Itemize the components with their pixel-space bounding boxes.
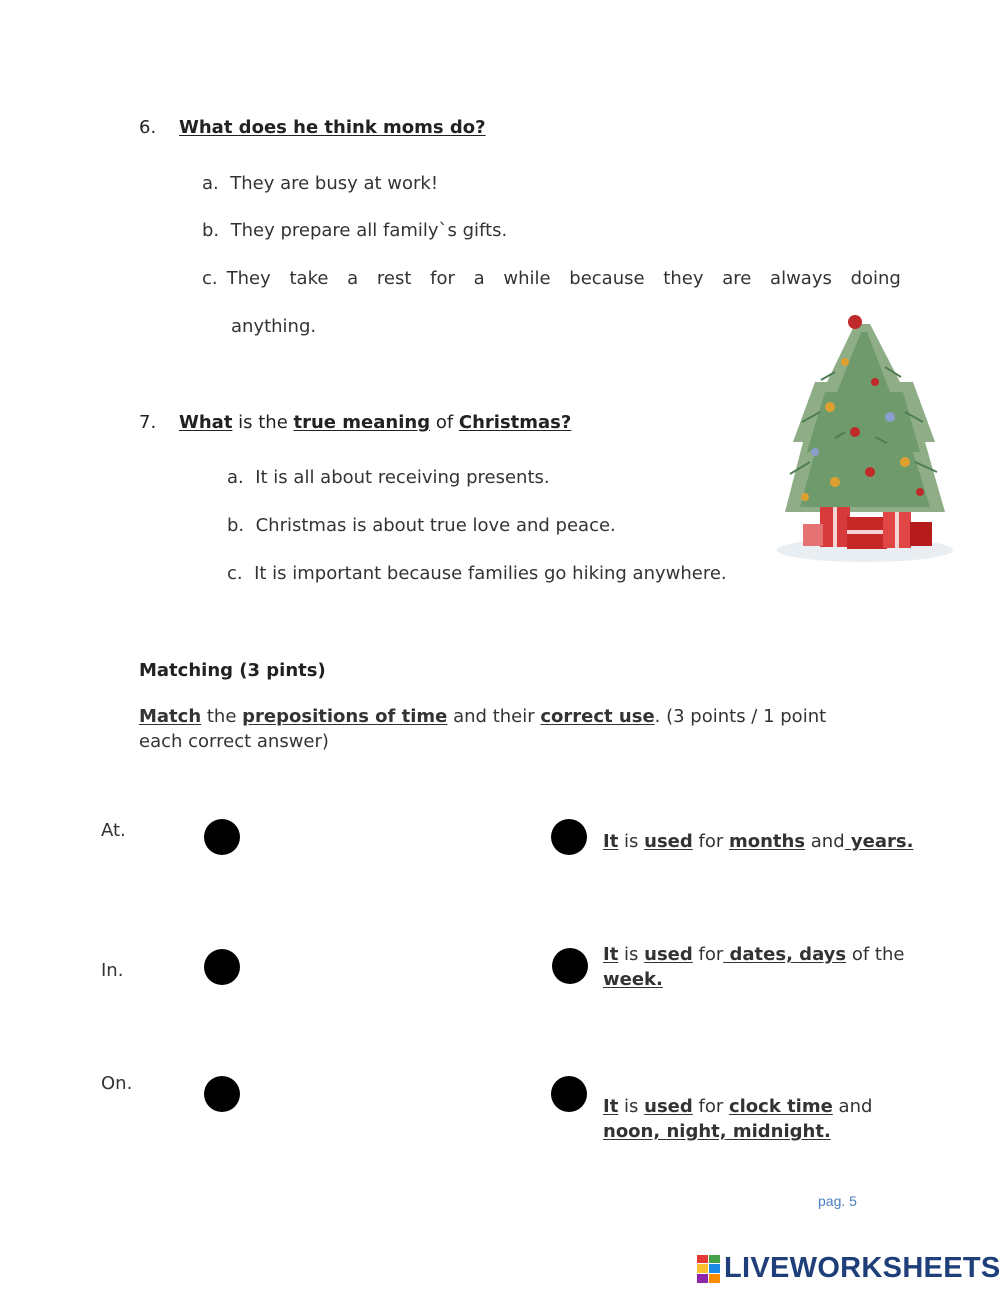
- desc-part: years.: [844, 831, 914, 852]
- match-left-label-in: In.: [101, 960, 124, 981]
- desc-part: dates, days: [723, 944, 847, 965]
- question-7-title-part: is the: [232, 412, 294, 433]
- match-right-description: [603, 942, 904, 992]
- option-letter: a.: [227, 467, 244, 488]
- question-7-title-part: of: [430, 412, 459, 433]
- desc-part: for: [692, 944, 724, 965]
- option-letter: c.: [227, 563, 243, 584]
- match-left-dot[interactable]: [204, 1076, 240, 1112]
- desc-part: clock time: [728, 1096, 833, 1117]
- instruction-part: . (3 points / 1 point: [654, 706, 827, 727]
- matching-heading-text: Matching (3 pints): [139, 660, 326, 681]
- option-letter: c.: [202, 268, 218, 289]
- option-letter: b.: [202, 220, 220, 241]
- desc-part: It: [603, 831, 619, 852]
- tree-body: [785, 324, 945, 512]
- question-6-option-c-continued: anything.: [231, 316, 317, 337]
- match-left-label-at: At.: [101, 820, 126, 841]
- question-7-title: [179, 412, 571, 433]
- desc-part: and: [805, 831, 845, 852]
- desc-part: is: [618, 1096, 645, 1117]
- question-7-title-part: true meaning: [293, 412, 431, 433]
- match-left-dot[interactable]: [204, 819, 240, 855]
- desc-part: used: [644, 944, 693, 965]
- desc-part: for: [692, 831, 729, 852]
- match-right-dot[interactable]: [552, 948, 588, 984]
- liveworksheets-logo[interactable]: [697, 1252, 1000, 1285]
- instruction-part: Match: [139, 706, 202, 727]
- question-6-title: [179, 117, 486, 138]
- option-letter: a.: [202, 173, 219, 194]
- option-text: They prepare all family`s gifts.: [230, 220, 508, 241]
- instruction-part: and their: [447, 706, 541, 727]
- matching-instruction-line2: each correct answer): [139, 731, 329, 752]
- match-right-dot[interactable]: [551, 1076, 587, 1112]
- desc-part: week.: [603, 969, 663, 990]
- option-text: They are busy at work!: [230, 173, 439, 194]
- instruction-part: the: [201, 706, 243, 727]
- page-number: pag. 5: [818, 1193, 857, 1209]
- matching-heading: [139, 660, 326, 681]
- liveworksheets-logo-text: LIVEWORKSHEETS: [724, 1252, 1000, 1284]
- question-7-option-b: [227, 515, 616, 536]
- question-7-title-part: What: [179, 412, 233, 433]
- desc-part: used: [644, 831, 693, 852]
- desc-part: It: [603, 944, 619, 965]
- desc-part: noon, night, midnight.: [603, 1121, 831, 1142]
- desc-part: is: [618, 944, 645, 965]
- instruction-part: correct use: [540, 706, 655, 727]
- option-text: It is important because families go hiking anywhere.: [254, 563, 727, 584]
- option-text: They take a rest for a while because they are always doing: [226, 268, 901, 289]
- question-6-title-text: What does he think moms do?: [179, 117, 486, 138]
- desc-part: It: [603, 1096, 619, 1117]
- presents: [803, 507, 932, 549]
- match-right-dot[interactable]: [551, 819, 587, 855]
- desc-part: of the: [846, 944, 905, 965]
- question-7-title-part: Christmas?: [458, 412, 572, 433]
- question-6-option-a: [202, 173, 438, 194]
- question-6-option-b: [202, 220, 507, 241]
- instruction-part: prepositions of time: [242, 706, 448, 727]
- question-6-option-c: [202, 268, 901, 289]
- match-left-label-on: On.: [101, 1073, 133, 1094]
- desc-part: and: [832, 1096, 873, 1117]
- desc-part: is: [618, 831, 645, 852]
- liveworksheets-logo-icon: [697, 1255, 721, 1283]
- option-text: It is all about receiving presents.: [255, 467, 550, 488]
- match-left-dot[interactable]: [204, 949, 240, 985]
- match-right-description: [603, 829, 913, 854]
- desc-part: for: [692, 1096, 729, 1117]
- question-6-number: 6.: [139, 117, 157, 138]
- question-7-option-a: [227, 467, 550, 488]
- question-7-number: 7.: [139, 412, 157, 433]
- matching-instruction: [139, 706, 826, 727]
- desc-part: used: [644, 1096, 693, 1117]
- option-letter: b.: [227, 515, 245, 536]
- option-text: Christmas is about true love and peace.: [255, 515, 616, 536]
- question-7-option-c: [227, 563, 727, 584]
- christmas-tree-image: [775, 312, 955, 570]
- match-right-description: [603, 1094, 872, 1144]
- desc-part: months: [728, 831, 806, 852]
